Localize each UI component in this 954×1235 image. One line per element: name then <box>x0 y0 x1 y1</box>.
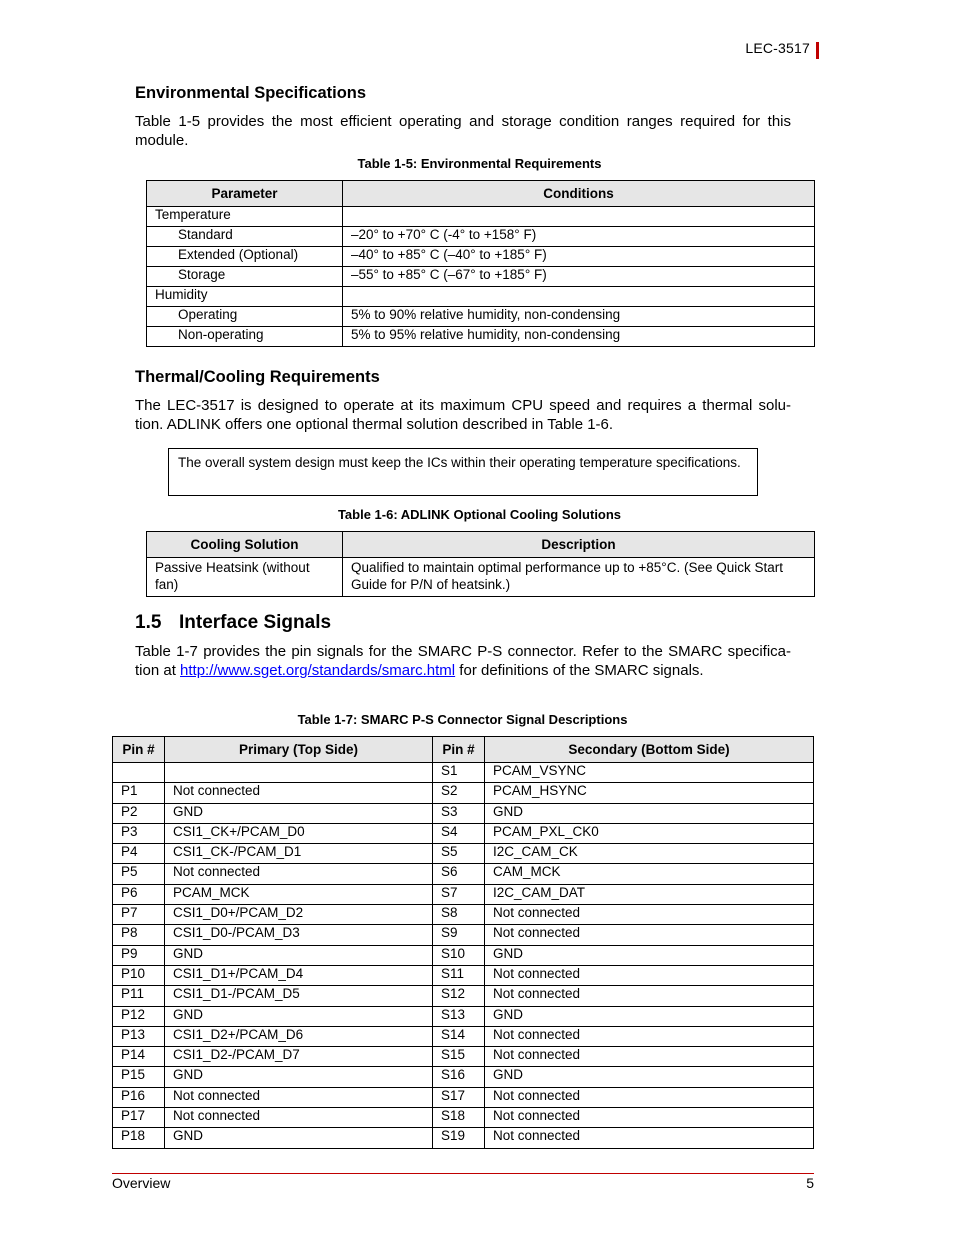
footer-section: Overview <box>112 1175 171 1191</box>
env-condition-cell: –20° to +70° C (-4° to +158° F) <box>343 227 815 247</box>
env-table-caption: Table 1-5: Environmental Requirements <box>357 156 602 171</box>
interface-heading <box>135 612 331 634</box>
smarc-spec-link[interactable]: http://www.sget.org/standards/smarc.html <box>180 662 456 679</box>
cooling-description-cell: Qualified to maintain optimal performance up to +85°C. (See Quick Start Guide for P/N of heatsink.) <box>343 558 815 597</box>
env-param-cell: Storage <box>147 267 343 287</box>
pin-secondary-cell: S10 <box>433 945 485 965</box>
pin-secondary-cell: S5 <box>433 844 485 864</box>
primary-signal-cell: CSI1_D1+/PCAM_D4 <box>165 965 433 985</box>
secondary-signal-cell: GND <box>485 803 814 823</box>
secondary-signal-cell: Not connected <box>485 1128 814 1148</box>
primary-signal-cell: PCAM_MCK <box>165 884 433 904</box>
pin-primary-cell: P11 <box>113 986 165 1006</box>
pin-primary-cell: P10 <box>113 965 165 985</box>
primary-signal-cell: GND <box>165 1128 433 1148</box>
pin-primary-cell: P14 <box>113 1047 165 1067</box>
pin-secondary-cell: S7 <box>433 884 485 904</box>
table-row <box>147 247 815 267</box>
table-row <box>147 307 815 327</box>
pin-secondary-cell: S4 <box>433 823 485 843</box>
interface-intro <box>135 642 791 680</box>
interface-intro-before: Table 1-7 provides the pin signals for the SMARC P-S connector. Refer to the SMARC specifica- tion at <box>135 643 791 679</box>
env-condition-cell: –55° to +85° C (–67° to +185° F) <box>343 267 815 287</box>
thermal-note-box: The overall system design must keep the ICs within their operating temperature specifications. <box>168 448 758 496</box>
cooling-table <box>146 531 815 597</box>
env-heading: Environmental Specifications <box>135 84 367 102</box>
footer-rule <box>112 1173 814 1174</box>
pin-primary-cell: P18 <box>113 1128 165 1148</box>
primary-signal-cell: GND <box>165 945 433 965</box>
pin-primary-cell: P13 <box>113 1026 165 1046</box>
pin-secondary-cell: S12 <box>433 986 485 1006</box>
env-param-cell: Temperature <box>147 207 343 227</box>
env-col-parameter: Parameter <box>147 181 343 207</box>
table-row <box>113 803 814 823</box>
pin-secondary-cell: S17 <box>433 1087 485 1107</box>
secondary-signal-cell: Not connected <box>485 1026 814 1046</box>
table-row <box>113 1108 814 1128</box>
pin-primary-cell: P17 <box>113 1108 165 1128</box>
primary-signal-cell: Not connected <box>165 864 433 884</box>
secondary-signal-cell: Not connected <box>485 986 814 1006</box>
table-row <box>113 783 814 803</box>
signals-col-pin-primary: Pin # <box>113 737 165 763</box>
primary-signal-cell: CSI1_D2+/PCAM_D6 <box>165 1026 433 1046</box>
secondary-signal-cell: I2C_CAM_DAT <box>485 884 814 904</box>
secondary-signal-cell: Not connected <box>485 1047 814 1067</box>
header-accent-bar <box>816 42 819 59</box>
pin-secondary-cell: S2 <box>433 783 485 803</box>
table-row <box>113 823 814 843</box>
cooling-col-solution: Cooling Solution <box>147 532 343 558</box>
interface-section-number: 1.5 <box>135 612 162 633</box>
primary-signal-cell: Not connected <box>165 1108 433 1128</box>
cooling-table-caption: Table 1-6: ADLINK Optional Cooling Solutions <box>337 507 622 522</box>
env-table <box>146 180 815 347</box>
env-col-conditions: Conditions <box>343 181 815 207</box>
secondary-signal-cell: CAM_MCK <box>485 864 814 884</box>
primary-signal-cell: CSI1_D1-/PCAM_D5 <box>165 986 433 1006</box>
table-row <box>113 986 814 1006</box>
table-row <box>147 207 815 227</box>
secondary-signal-cell: GND <box>485 945 814 965</box>
cooling-solution-cell: Passive Heatsink (without fan) <box>147 558 343 597</box>
pin-primary-cell: P12 <box>113 1006 165 1026</box>
pin-primary-cell: P1 <box>113 783 165 803</box>
pin-primary-cell: P7 <box>113 905 165 925</box>
primary-signal-cell: Not connected <box>165 783 433 803</box>
primary-signal-cell: CSI1_CK-/PCAM_D1 <box>165 844 433 864</box>
table-row <box>113 1026 814 1046</box>
pin-secondary-cell: S3 <box>433 803 485 823</box>
primary-signal-cell: CSI1_D2-/PCAM_D7 <box>165 1047 433 1067</box>
primary-signal-cell: Not connected <box>165 1087 433 1107</box>
pin-primary-cell: P3 <box>113 823 165 843</box>
pin-secondary-cell: S1 <box>433 763 485 783</box>
pin-primary-cell: P15 <box>113 1067 165 1087</box>
pin-primary-cell: P5 <box>113 864 165 884</box>
pin-secondary-cell: S15 <box>433 1047 485 1067</box>
signals-col-pin-secondary: Pin # <box>433 737 485 763</box>
table-row <box>113 925 814 945</box>
secondary-signal-cell: PCAM_PXL_CK0 <box>485 823 814 843</box>
secondary-signal-cell: Not connected <box>485 925 814 945</box>
primary-signal-cell: GND <box>165 1067 433 1087</box>
table-row <box>113 1128 814 1148</box>
table-row <box>147 227 815 247</box>
table-row <box>113 763 814 783</box>
secondary-signal-cell: Not connected <box>485 905 814 925</box>
table-row <box>113 905 814 925</box>
thermal-intro: The LEC-3517 is designed to operate at its maximum CPU speed and requires a thermal solu- tion. ADLINK offers one optional thermal solution described in Table 1-6. <box>135 397 791 433</box>
secondary-signal-cell: Not connected <box>485 1087 814 1107</box>
table-row <box>113 864 814 884</box>
secondary-signal-cell: GND <box>485 1006 814 1026</box>
secondary-signal-cell: GND <box>485 1067 814 1087</box>
primary-signal-cell: CSI1_CK+/PCAM_D0 <box>165 823 433 843</box>
env-condition-cell <box>343 287 815 307</box>
primary-signal-cell: CSI1_D0+/PCAM_D2 <box>165 905 433 925</box>
cooling-col-description: Description <box>343 532 815 558</box>
env-condition-cell: 5% to 90% relative humidity, non-condensing <box>343 307 815 327</box>
table-row <box>113 844 814 864</box>
signals-table-caption: Table 1-7: SMARC P-S Connector Signal Descriptions <box>297 712 628 727</box>
interface-heading-text: Interface Signals <box>179 612 332 633</box>
pin-primary-cell: P2 <box>113 803 165 823</box>
signals-col-primary: Primary (Top Side) <box>165 737 433 763</box>
pin-primary-cell: P16 <box>113 1087 165 1107</box>
secondary-signal-cell: Not connected <box>485 965 814 985</box>
table-row <box>113 1067 814 1087</box>
pin-secondary-cell: S18 <box>433 1108 485 1128</box>
env-condition-cell <box>343 207 815 227</box>
pin-primary-cell <box>113 763 165 783</box>
interface-intro-after: for definitions of the SMARC signals. <box>455 662 704 679</box>
signals-col-secondary: Secondary (Bottom Side) <box>485 737 814 763</box>
table-row <box>147 287 815 307</box>
pin-secondary-cell: S14 <box>433 1026 485 1046</box>
pin-secondary-cell: S11 <box>433 965 485 985</box>
table-row <box>147 267 815 287</box>
primary-signal-cell: GND <box>165 803 433 823</box>
pin-secondary-cell: S9 <box>433 925 485 945</box>
primary-signal-cell: GND <box>165 1006 433 1026</box>
signals-table <box>112 736 814 1149</box>
header-product-name: LEC-3517 <box>745 40 810 56</box>
secondary-signal-cell: Not connected <box>485 1108 814 1128</box>
primary-signal-cell: CSI1_D0-/PCAM_D3 <box>165 925 433 945</box>
pin-primary-cell: P4 <box>113 844 165 864</box>
secondary-signal-cell: PCAM_VSYNC <box>485 763 814 783</box>
table-row <box>113 945 814 965</box>
env-param-cell: Non-operating <box>147 327 343 347</box>
primary-signal-cell <box>165 763 433 783</box>
table-row <box>113 1047 814 1067</box>
env-param-cell: Operating <box>147 307 343 327</box>
pin-primary-cell: P8 <box>113 925 165 945</box>
pin-primary-cell: P9 <box>113 945 165 965</box>
footer-page-number: 5 <box>806 1175 814 1191</box>
thermal-heading: Thermal/Cooling Requirements <box>135 368 380 386</box>
env-condition-cell: –40° to +85° C (–40° to +185° F) <box>343 247 815 267</box>
env-intro: Table 1-5 provides the most efficient operating and storage condition ranges required for this module. <box>135 113 791 149</box>
table-row <box>147 558 815 597</box>
env-param-cell: Humidity <box>147 287 343 307</box>
env-param-cell: Extended (Optional) <box>147 247 343 267</box>
pin-secondary-cell: S16 <box>433 1067 485 1087</box>
pin-secondary-cell: S13 <box>433 1006 485 1026</box>
pin-secondary-cell: S6 <box>433 864 485 884</box>
pin-primary-cell: P6 <box>113 884 165 904</box>
secondary-signal-cell: I2C_CAM_CK <box>485 844 814 864</box>
table-row <box>113 1006 814 1026</box>
pin-secondary-cell: S19 <box>433 1128 485 1148</box>
env-param-cell: Standard <box>147 227 343 247</box>
table-row <box>147 327 815 347</box>
pin-secondary-cell: S8 <box>433 905 485 925</box>
table-row <box>113 1087 814 1107</box>
env-condition-cell: 5% to 95% relative humidity, non-condensing <box>343 327 815 347</box>
secondary-signal-cell: PCAM_HSYNC <box>485 783 814 803</box>
table-row <box>113 884 814 904</box>
table-row <box>113 965 814 985</box>
